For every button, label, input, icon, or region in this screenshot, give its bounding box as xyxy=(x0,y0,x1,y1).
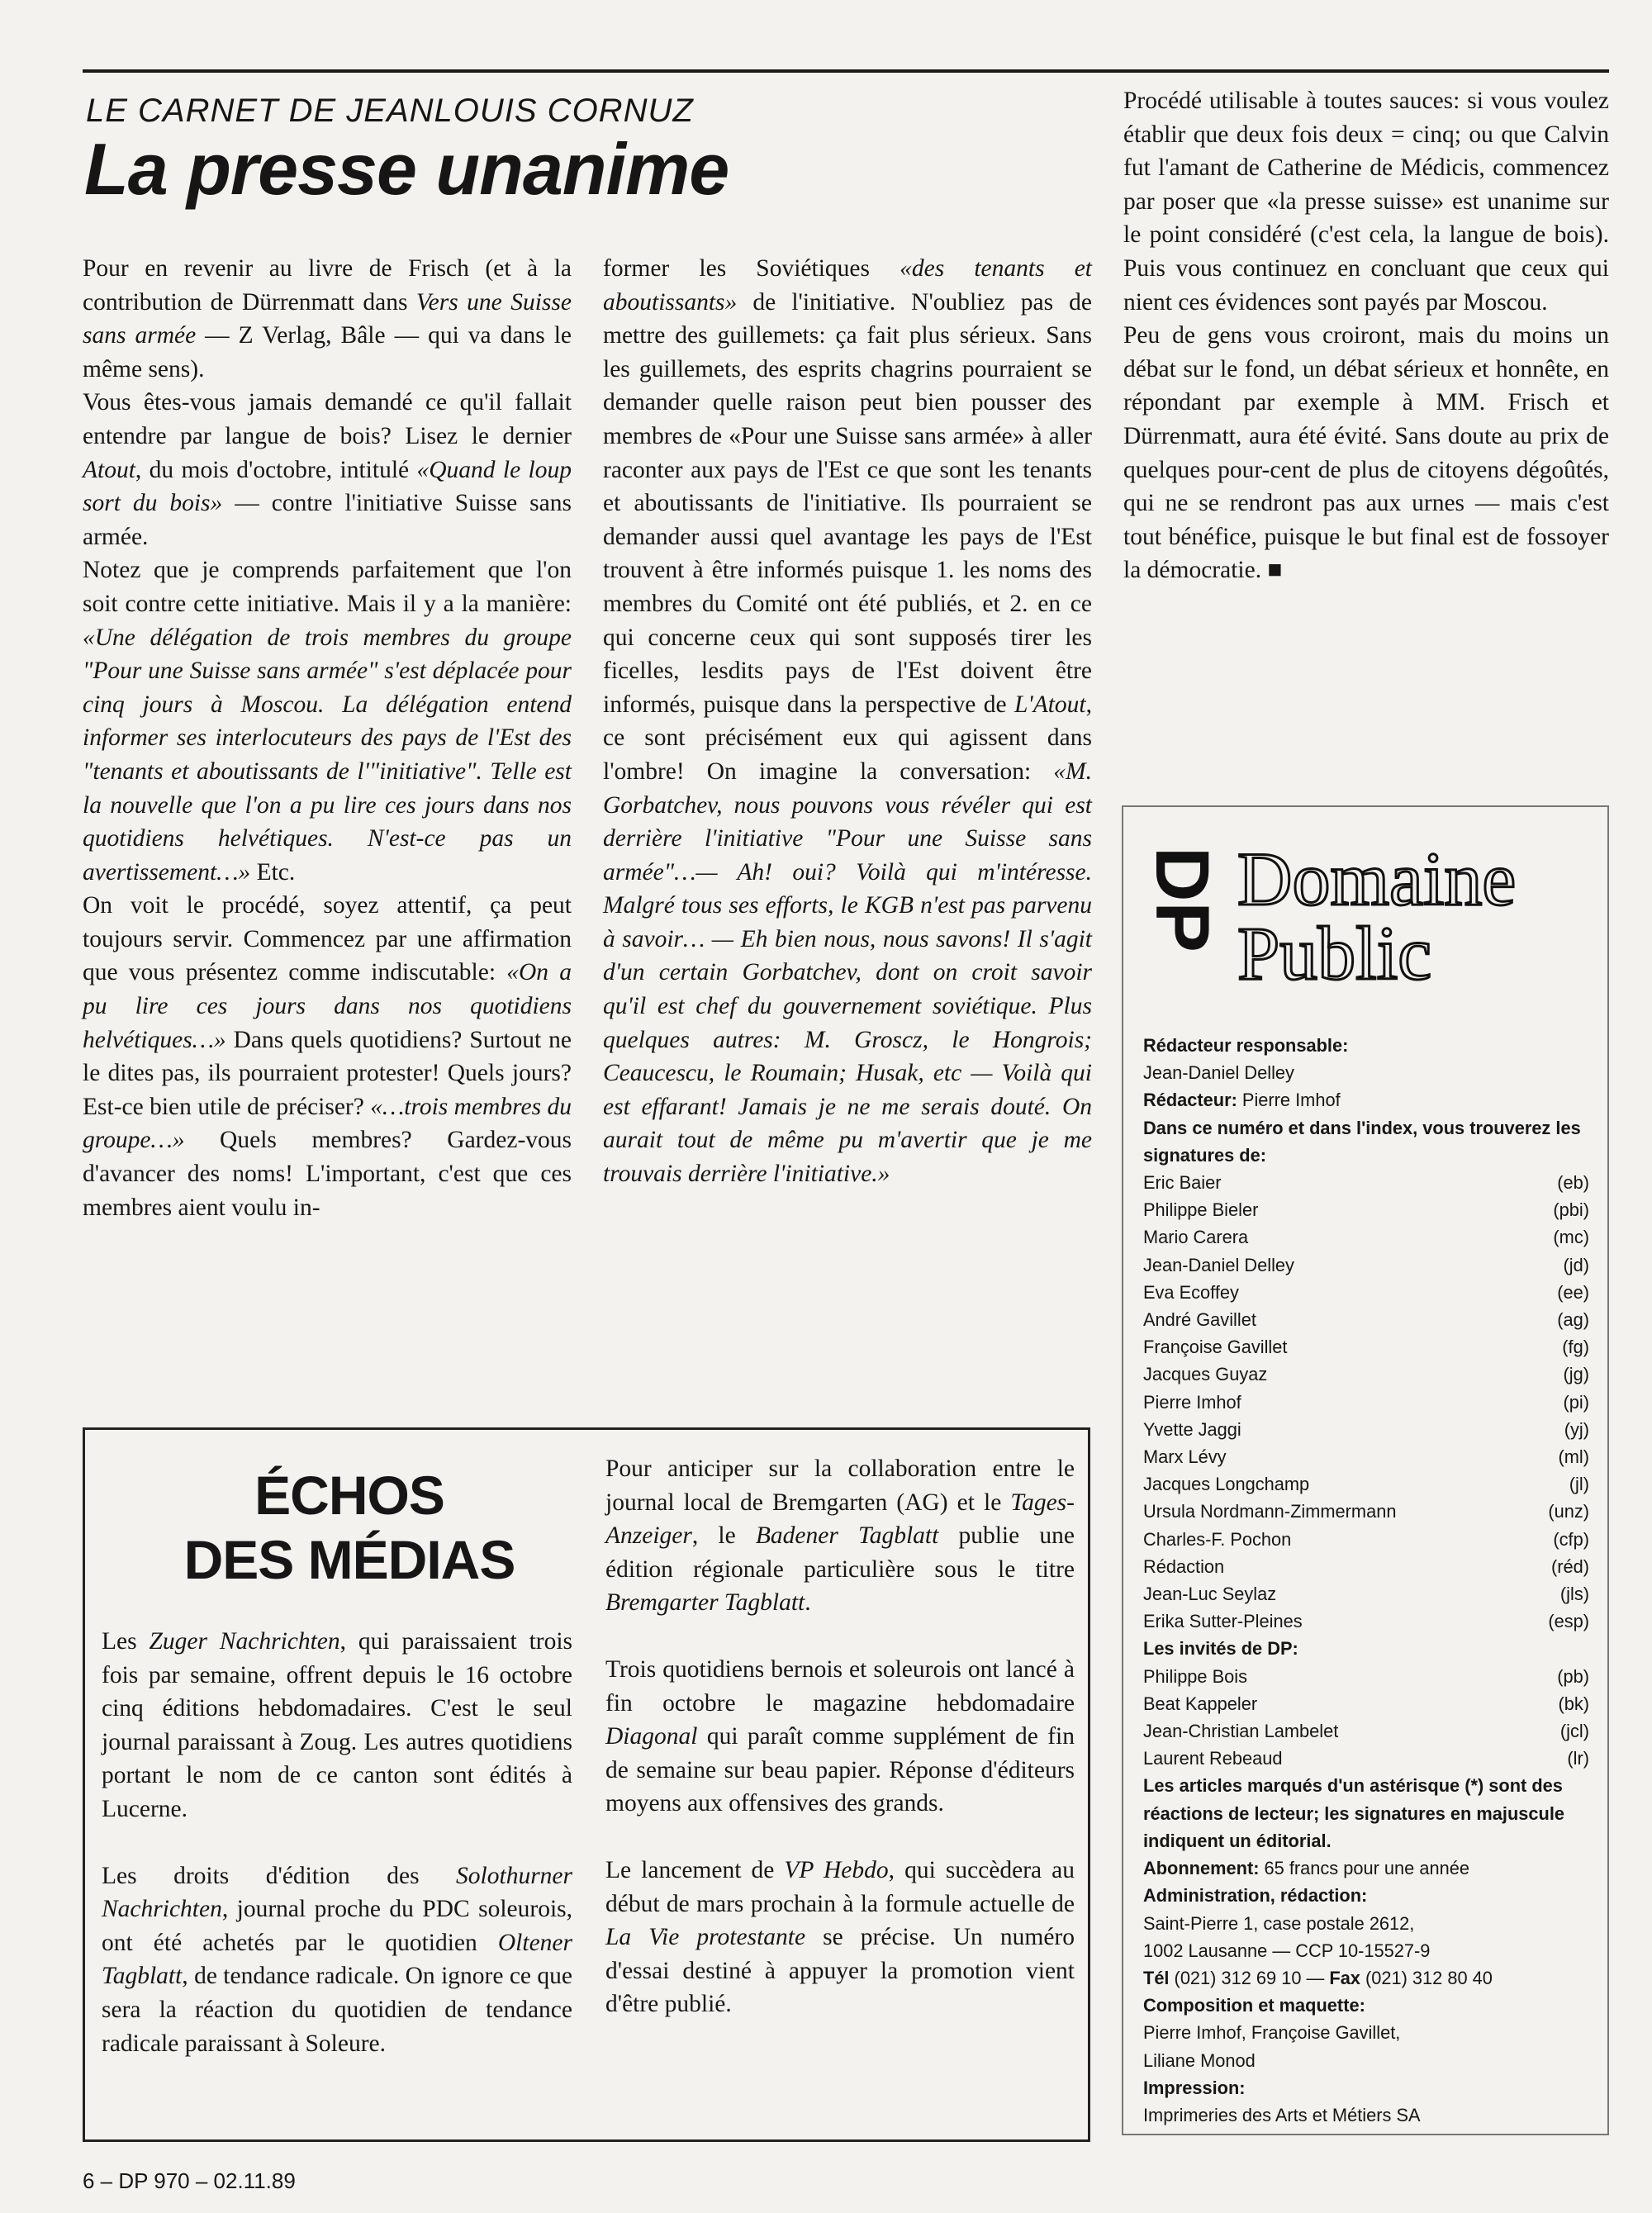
signature-code: (ee) xyxy=(1557,1281,1589,1303)
text-run: Trois quotidiens bernois et soleurois ont lancé à fin octobre le magazine hebdomadaire xyxy=(605,1655,1075,1717)
signature-code: (esp) xyxy=(1548,1611,1589,1632)
italic-run: «On a pu lire ces jours dans nos quotidiens helvétiques…» xyxy=(83,959,572,1053)
text-run: Notez que je comprends parfaitement que l'on soit contre cette initiative. Mais il y a la manière: xyxy=(83,557,572,617)
signature-code: (fg) xyxy=(1562,1337,1589,1358)
italic-run: Diagonal xyxy=(605,1723,698,1750)
italic-run: Zuger Nachrichten xyxy=(149,1628,340,1655)
signature-row xyxy=(1143,1361,1589,1388)
text-run: , le xyxy=(691,1522,756,1550)
signature-name: Eva Ecoffey xyxy=(1143,1281,1239,1303)
signature-row xyxy=(1143,1196,1589,1223)
text-run: qui paraît comme supplément de fin de semaine sur beau papier. Réponse d'éditeurs moyens aux offensives des grands. xyxy=(605,1723,1075,1817)
signature-code: (jl) xyxy=(1569,1474,1589,1495)
signature-row xyxy=(1143,1223,1589,1251)
domaine-public-logo xyxy=(1140,840,1594,989)
editor-name: Jean-Daniel Delley xyxy=(1143,1062,1294,1084)
redacteur-line: Rédacteur: Pierre Imhof xyxy=(1143,1090,1341,1111)
signature-name: Eric Baier xyxy=(1143,1172,1222,1194)
signature-code: (ag) xyxy=(1557,1309,1589,1331)
text-run: publie une édition régionale particulière sous le titre xyxy=(605,1522,1075,1583)
paragraph xyxy=(1123,84,1609,319)
signature-code: (jg) xyxy=(1563,1364,1589,1385)
italic-run: Solothurner Nachrichten xyxy=(102,1862,572,1923)
signature-code: (unz) xyxy=(1548,1501,1589,1522)
signature-name: Laurent Rebeaud xyxy=(1143,1748,1283,1769)
composition-line-2: Liliane Monod xyxy=(1143,2049,1256,2071)
signature-row xyxy=(1143,1333,1589,1361)
signature-code: (yj) xyxy=(1564,1418,1589,1440)
text-run: Les droits d'édition des xyxy=(102,1862,457,1889)
italic-run: «Quand le loup sort du bois» xyxy=(83,456,572,517)
text-run: Peu de gens vous croiront, mais du moins un débat sur le fond, un débat sérieux et honnête, en répondant par exemple à MM. Frisch et Dürrenmatt, aura été évité. Sans doute au prix de quelques pour-cent de plus de citoyens dégoûtés, qui ne se rendront pas aux urnes — mais c'est tout bénéfice, puisque le but final est de fossoyer la démocratie. ■ xyxy=(1123,322,1609,584)
signature-row xyxy=(1143,1169,1589,1196)
signature-name: Charles-F. Pochon xyxy=(1143,1528,1292,1550)
italic-run: Vers une Suisse sans armée xyxy=(83,288,572,349)
text-run: , de tendance radicale. On ignore ce que sera la réaction du quotidien de tendance radicale paraissant à Soleure. xyxy=(102,1963,572,2057)
paragraph xyxy=(102,1625,572,1826)
signature-name: Jean-Christian Lambelet xyxy=(1143,1721,1339,1742)
paragraph xyxy=(605,1452,1075,1620)
signature-code: (pbi) xyxy=(1553,1199,1589,1221)
paragraph xyxy=(102,1859,572,2061)
text-run: de l'initiative. N'oubliez pas de mettre des guillemets: ça fait plus sérieux. Sans les guillemets, des esprits chagrins pourraient se demander quelle raison peut bien pousser des membres de «Pour une Suisse sans armée» à aller raconter aux pays de l'Est ce que sont les tenants et aboutissants de l'initiative. Ils pourraient se demander aussi quel avantage les pays de l'Est trouvent à être informés puisque 1. les noms des membres du Comité ont été publiés, et 2. en ce qui concerne ceux qui sont supposés tirer les ficelles, lesdits pays de l'Est doivent être informés, puisque dans la perspective de xyxy=(603,288,1092,718)
italic-run: «des tenants et aboutissants» xyxy=(603,255,1092,316)
italic-run: VP Hebdo xyxy=(784,1856,889,1883)
italic-run: L'Atout xyxy=(1014,691,1086,718)
italic-run: Bremgarter Tagblatt xyxy=(605,1589,805,1617)
italic-run: «…trois membres du groupe…» xyxy=(83,1093,572,1154)
signature-row xyxy=(1143,1498,1589,1525)
signature-name: Erika Sutter-Pleines xyxy=(1143,1611,1303,1632)
composition-line-1: Pierre Imhof, Françoise Gavillet, xyxy=(1143,2022,1401,2044)
paragraph xyxy=(83,252,572,386)
italic-run: Tages-Anzeiger xyxy=(605,1489,1075,1550)
guests-heading: Les invités de DP: xyxy=(1143,1638,1298,1660)
signature-row xyxy=(1143,1416,1589,1443)
signature-code: (bk) xyxy=(1558,1693,1589,1714)
signature-name: Mario Carera xyxy=(1143,1227,1249,1248)
signature-code: (jd) xyxy=(1563,1254,1589,1275)
italic-run: Oltener Tagblatt xyxy=(102,1929,572,1990)
text-run: , qui paraissaient trois fois par semaine, offrent depuis le 16 octobre cinq éditions hebdomadaires. C'est le seul journal paraissant à Zoug. Les autres quotidiens portant le nom de ce canton sont édités à Lucerne. xyxy=(102,1628,573,1822)
echos-right-column xyxy=(605,1452,1075,2054)
signature-row xyxy=(1143,1690,1589,1717)
guests-list xyxy=(1143,1663,1589,1773)
echos-title-line-2: DES MÉDIAS xyxy=(183,1529,515,1590)
signature-row xyxy=(1143,1663,1589,1690)
italic-run: Atout xyxy=(83,456,135,483)
signature-name: Marx Lévy xyxy=(1143,1446,1227,1468)
signature-row xyxy=(1143,1745,1589,1772)
admin-heading: Administration, rédaction: xyxy=(1143,1885,1368,1907)
signature-code: (jls) xyxy=(1559,1584,1589,1605)
composition-heading: Composition et maquette: xyxy=(1143,1995,1365,2016)
text-run: Dans quels quotidiens? Surtout ne le dites pas, ils pourraient protester! Quels jours? Est-ce bien utile de préciser? xyxy=(83,1026,572,1120)
text-run: Le lancement de xyxy=(605,1856,785,1883)
article-title: La presse unanime xyxy=(84,128,729,210)
italic-run: Badener Tagblatt xyxy=(755,1522,939,1550)
signature-code: (ml) xyxy=(1558,1446,1589,1468)
signature-name: Jean-Luc Seylaz xyxy=(1143,1584,1277,1605)
signatures-list xyxy=(1143,1169,1589,1635)
signature-code: (mc) xyxy=(1553,1227,1589,1248)
masthead-info xyxy=(1143,1032,1589,2129)
text-run: Quels membres? Gardez-vous d'avancer des noms! L'important, c'est que ces membres aient voulu in- xyxy=(83,1127,572,1221)
article-column-1 xyxy=(83,252,572,1224)
echos-title xyxy=(159,1463,539,1592)
text-run: Pour anticiper sur la collaboration entre le journal local de Bremgarten (AG) et le xyxy=(605,1456,1075,1516)
signature-name: Françoise Gavillet xyxy=(1143,1337,1288,1358)
signature-code: (pb) xyxy=(1557,1665,1589,1687)
masthead-box xyxy=(1122,805,1609,2135)
signature-name: Rédaction xyxy=(1143,1555,1225,1577)
text-run: , qui succèdera au début de mars prochain à la formule actuelle de xyxy=(605,1856,1075,1917)
paragraph xyxy=(1123,319,1609,587)
text-run: , journal proche du PDC soleurois, ont été achetés par le quotidien xyxy=(102,1896,572,1956)
signature-name: Jacques Longchamp xyxy=(1143,1474,1310,1495)
signature-name: Ursula Nordmann-Zimmermann xyxy=(1143,1501,1397,1522)
text-run: , ce sont précisément eux qui agissent dans l'ombre! On imagine la conversation: xyxy=(603,691,1092,785)
text-run: Vous êtes-vous jamais demandé ce qu'il fallait entendre par langue de bois? Lisez le dernier xyxy=(83,389,572,449)
signature-row xyxy=(1143,1306,1589,1333)
printing-heading: Impression: xyxy=(1143,2077,1246,2098)
signature-code: (pi) xyxy=(1563,1391,1589,1413)
logo-letters: DP xyxy=(1140,847,1224,952)
page-folio: 6 – DP 970 – 02.11.89 xyxy=(83,2168,296,2193)
signature-row xyxy=(1143,1470,1589,1498)
paragraph xyxy=(603,252,1092,1191)
echos-des-medias-box xyxy=(83,1427,1090,2142)
signature-code: (réd) xyxy=(1550,1555,1589,1577)
column-kicker: LE CARNET DE JEANLOUIS CORNUZ xyxy=(86,93,694,129)
signature-row xyxy=(1143,1279,1589,1306)
signature-name: André Gavillet xyxy=(1143,1309,1256,1331)
admin-address-2: 1002 Lausanne — CCP 10-15527-9 xyxy=(1143,1940,1431,1961)
text-run: se précise. Un numéro d'essai destiné à appuyer la promotion vient d'être publié. xyxy=(605,1924,1075,2018)
paragraph xyxy=(605,1854,1075,2021)
asterisk-note: Les articles marqués d'un astérisque (*) sont des réactions de lecteur; les signatures en majuscule indiquent un éditorial. xyxy=(1143,1775,1565,1851)
phone-fax-line: Tél (021) 312 69 10 — Fax (021) 312 80 40 xyxy=(1143,1967,1493,1988)
echos-left-column xyxy=(102,1625,572,2093)
text-run: — contre l'initiative Suisse sans armée. xyxy=(83,490,572,550)
signature-row xyxy=(1143,1526,1589,1553)
signature-code: (lr) xyxy=(1567,1748,1589,1769)
text-run: Procédé utilisable à toutes sauces: si vous voulez établir que deux fois deux = cinq; ou que Calvin fut l'amant de Catherine de Médicis, commencez par poser que «la presse suisse» est unanime sur le point considéré (c'est cela, la langue de bois). Puis vous continuez en concluant que ceux qui nient ces évidences sont payés par Moscou. xyxy=(1123,88,1609,316)
signatures-heading: Dans ce numéro et dans l'index, vous trouverez les signatures de: xyxy=(1143,1117,1581,1166)
printing-name: Imprimeries des Arts et Métiers SA xyxy=(1143,2104,1421,2125)
signature-name: Philippe Bois xyxy=(1143,1665,1248,1687)
paragraph xyxy=(605,1653,1075,1821)
signature-row xyxy=(1143,1389,1589,1416)
article-column-3 xyxy=(1123,84,1609,587)
text-run: , du mois d'octobre, intitulé xyxy=(135,456,417,483)
signature-row xyxy=(1143,1443,1589,1470)
text-run: On voit le procédé, soyez attentif, ça peut toujours servir. Commencez par une affirmation que vous présentez comme indiscutable: xyxy=(83,892,572,986)
logo-line-1: Domaine xyxy=(1237,840,1517,921)
echos-title-line-1: ÉCHOS xyxy=(254,1465,444,1526)
subscription-line: Abonnement: 65 francs pour une année xyxy=(1143,1858,1469,1879)
signature-name: Jacques Guyaz xyxy=(1143,1364,1268,1385)
italic-run: «M. Gorbatchev, nous pouvons vous révéler qui est derrière l'initiative "Pour une Suisse sans armée"…— Ah! oui? Voilà qui m'intéresse. Malgré tous ses efforts, le KGB n'est pas parvenu à savoir… — Eh bien nous, nous savons! Il s'agit d'un certain Gorbatchev, dont on croit savoir qu'il est chef du gouvernement soviétique. Plus quelques autres: M. Groscz, le Hongrois; Ceaucescu, le Roumain; Husak, etc — Voilà qui est effarant! Jamais je ne me serais douté. On aurait tout de même pu m'avertir que je me trouvais derrière l'initiative.» xyxy=(603,757,1092,1188)
italic-run: «Une délégation de trois membres du groupe "Pour une Suisse sans armée" s'est déplacée pour cinq jours à Moscou. La délégation entend informer ses interlocuteurs des pays de l'Est des "tenants et aboutissants de l'"initiative". Telle est la nouvelle que l'on a pu lire ces jours dans nos quotidiens helvétiques. N'est-ce pas un avertissement…» xyxy=(83,624,572,886)
signature-name: Yvette Jaggi xyxy=(1143,1418,1241,1440)
signature-code: (jcl) xyxy=(1559,1721,1589,1742)
signature-row xyxy=(1143,1553,1589,1580)
paragraph xyxy=(83,889,572,1224)
signature-code: (cfp) xyxy=(1553,1528,1589,1550)
admin-address-1: Saint-Pierre 1, case postale 2612, xyxy=(1143,1912,1415,1934)
text-run: — Z Verlag, Bâle — qui va dans le même sens). xyxy=(83,322,572,382)
signature-row xyxy=(1143,1608,1589,1635)
text-run: Les xyxy=(102,1628,150,1655)
text-run: . xyxy=(805,1589,811,1617)
text-run: Etc. xyxy=(250,858,296,886)
text-run: Pour en revenir au livre de Frisch (et à la contribution de Dürrenmatt dans xyxy=(83,255,572,316)
signature-code: (eb) xyxy=(1557,1172,1589,1194)
paragraph xyxy=(83,386,572,553)
signature-row xyxy=(1143,1251,1589,1279)
top-rule xyxy=(83,69,1609,73)
signature-name: Jean-Daniel Delley xyxy=(1143,1254,1294,1275)
signature-name: Philippe Bieler xyxy=(1143,1199,1259,1221)
signature-name: Pierre Imhof xyxy=(1143,1391,1241,1413)
signature-name: Beat Kappeler xyxy=(1143,1693,1258,1714)
article-column-2 xyxy=(603,252,1092,1191)
paragraph xyxy=(83,553,572,889)
text-run: former les Soviétiques xyxy=(603,255,900,282)
italic-run: La Vie protestante xyxy=(605,1924,806,1951)
logo-line-2: Public xyxy=(1237,911,1432,989)
signature-row xyxy=(1143,1717,1589,1745)
editor-heading: Rédacteur responsable: xyxy=(1143,1035,1349,1056)
signature-row xyxy=(1143,1580,1589,1608)
